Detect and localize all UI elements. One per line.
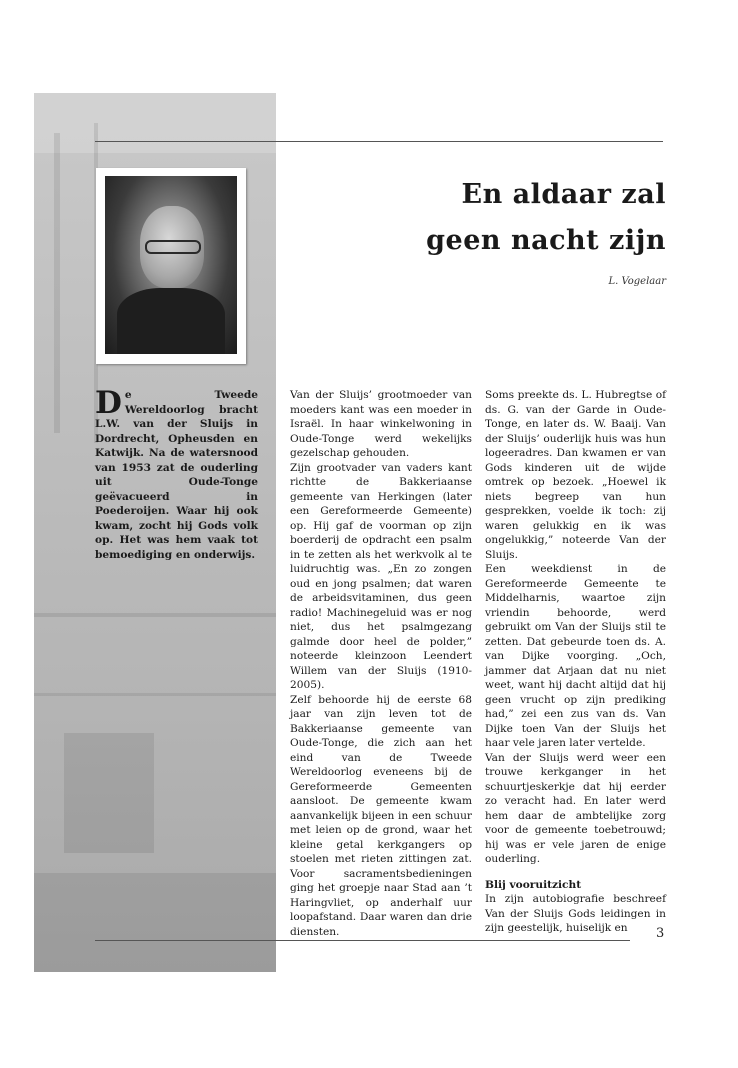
- bottom-rule: [95, 940, 630, 941]
- paragraph: Een weekdienst in de Gereformeerde Gemeente te Middelharnis, waartoe zijn vriendin behoorde, werd gebruikt om Van der Sluijs stil te zetten. Dat gebeurde toen ds. A. van Dijke voorging. „Och, jammer dat Arjaan dat nu niet weet, want hij dacht altijd dat hij geen vrucht op zijn prediking had,” zei een zus van ds. Van Dijke toen Van der Sluijs het haar vele jaren later vertelde.: [485, 563, 666, 749]
- title-line-2: geen nacht zijn: [426, 225, 666, 256]
- paragraph: Van der Sluijs werd weer een trouwe kerkganger in het schuurtjeskerkje dat hij eerder zo veracht had. En later werd hem daar de ambtelijke zorg voor de gemeente toebetrouwd; hij was er vele jaren de enige ouderling.: [485, 751, 666, 865]
- author-byline: L. Vogelaar: [608, 276, 666, 287]
- body-column-2: [485, 388, 666, 936]
- drop-cap: D: [95, 385, 122, 421]
- paragraph: In zijn autobiografie beschreef Van der Sluijs Gods leidingen in zijn geestelijk, huiselijk en: [485, 893, 666, 934]
- intro-lead: [95, 385, 258, 562]
- portrait-photo: [96, 168, 246, 364]
- paragraph: Zijn grootvader van vaders kant richtte de Bakkeriaanse gemeente van Herkingen (later een Gereformeerde Gemeente) op. Hij gaf de voorman op zijn boerderij de opdracht een psalm in te zetten als het werkvolk al te luidruchtig was. „En zo zongen oud en jong psalmen; dat waren de arbeidsvitaminen, dus geen radio! Machinegeluid was er nog niet, dus het psalmgezang galmde door heel de polder,” noteerde kleinzoon Leendert Willem van der Sluijs (1910-2005).: [290, 461, 472, 691]
- paragraph: Soms preekte ds. L. Hubregtse of ds. G. van der Garde in Oude-Tonge, en later ds. W. Baaij. Van der Sluijs’ ouderlijk huis was hun logeeradres. Dan kwamen er van Gods kinderen uit de wijde omtrek op bezoek. „Hoewel ik niets begreep van hun gesprekken, voelde ik toch: zij waren gelukkig en ik was ongelukkig,” noteerde Van der Sluijs.: [485, 389, 666, 561]
- subheading: Blij vooruitzicht: [485, 878, 582, 891]
- article-title: [426, 172, 666, 264]
- intro-text: e Tweede Wereldoorlog bracht L.W. van der Sluijs in Dordrecht, Opheusden en Katwijk. Na de watersnood van 1953 zat de ouderling uit Oude-Tonge geëvacueerd in Poederoijen. Waar hij ook kwam, zocht hij Gods volk op. Het was hem vaak tot bemoediging en onderwijs.: [95, 389, 258, 561]
- title-line-1: En aldaar zal: [461, 179, 666, 210]
- body-column-1: [290, 388, 472, 939]
- paragraph: Zelf behoorde hij de eerste 68 jaar van zijn leven tot de Bakkeriaanse gemeente van Oude-Tonge, die zich aan het eind van de Tweede Wereldoorlog eveneens bij de Gereformeerde Gemeenten aansloot. De gemeente kwam aanvankelijk bijeen in een schuur met leien op de grond, waar het kleine getal kerkgangers op stoelen met rieten zittingen zat. Voor sacramentsbedieningen ging het groepje naar Stad aan ’t Haringvliet, op anderhalf uur loopafstand. Daar waren dan drie diensten.: [290, 693, 472, 938]
- page-number: 3: [656, 926, 665, 941]
- paragraph: Van der Sluijs’ grootmoeder van moeders kant was een moeder in Israël. In haar winkelwoning in Oude-Tonge werd wekelijks gezelschap gehouden.: [290, 389, 472, 459]
- top-rule: [95, 141, 663, 142]
